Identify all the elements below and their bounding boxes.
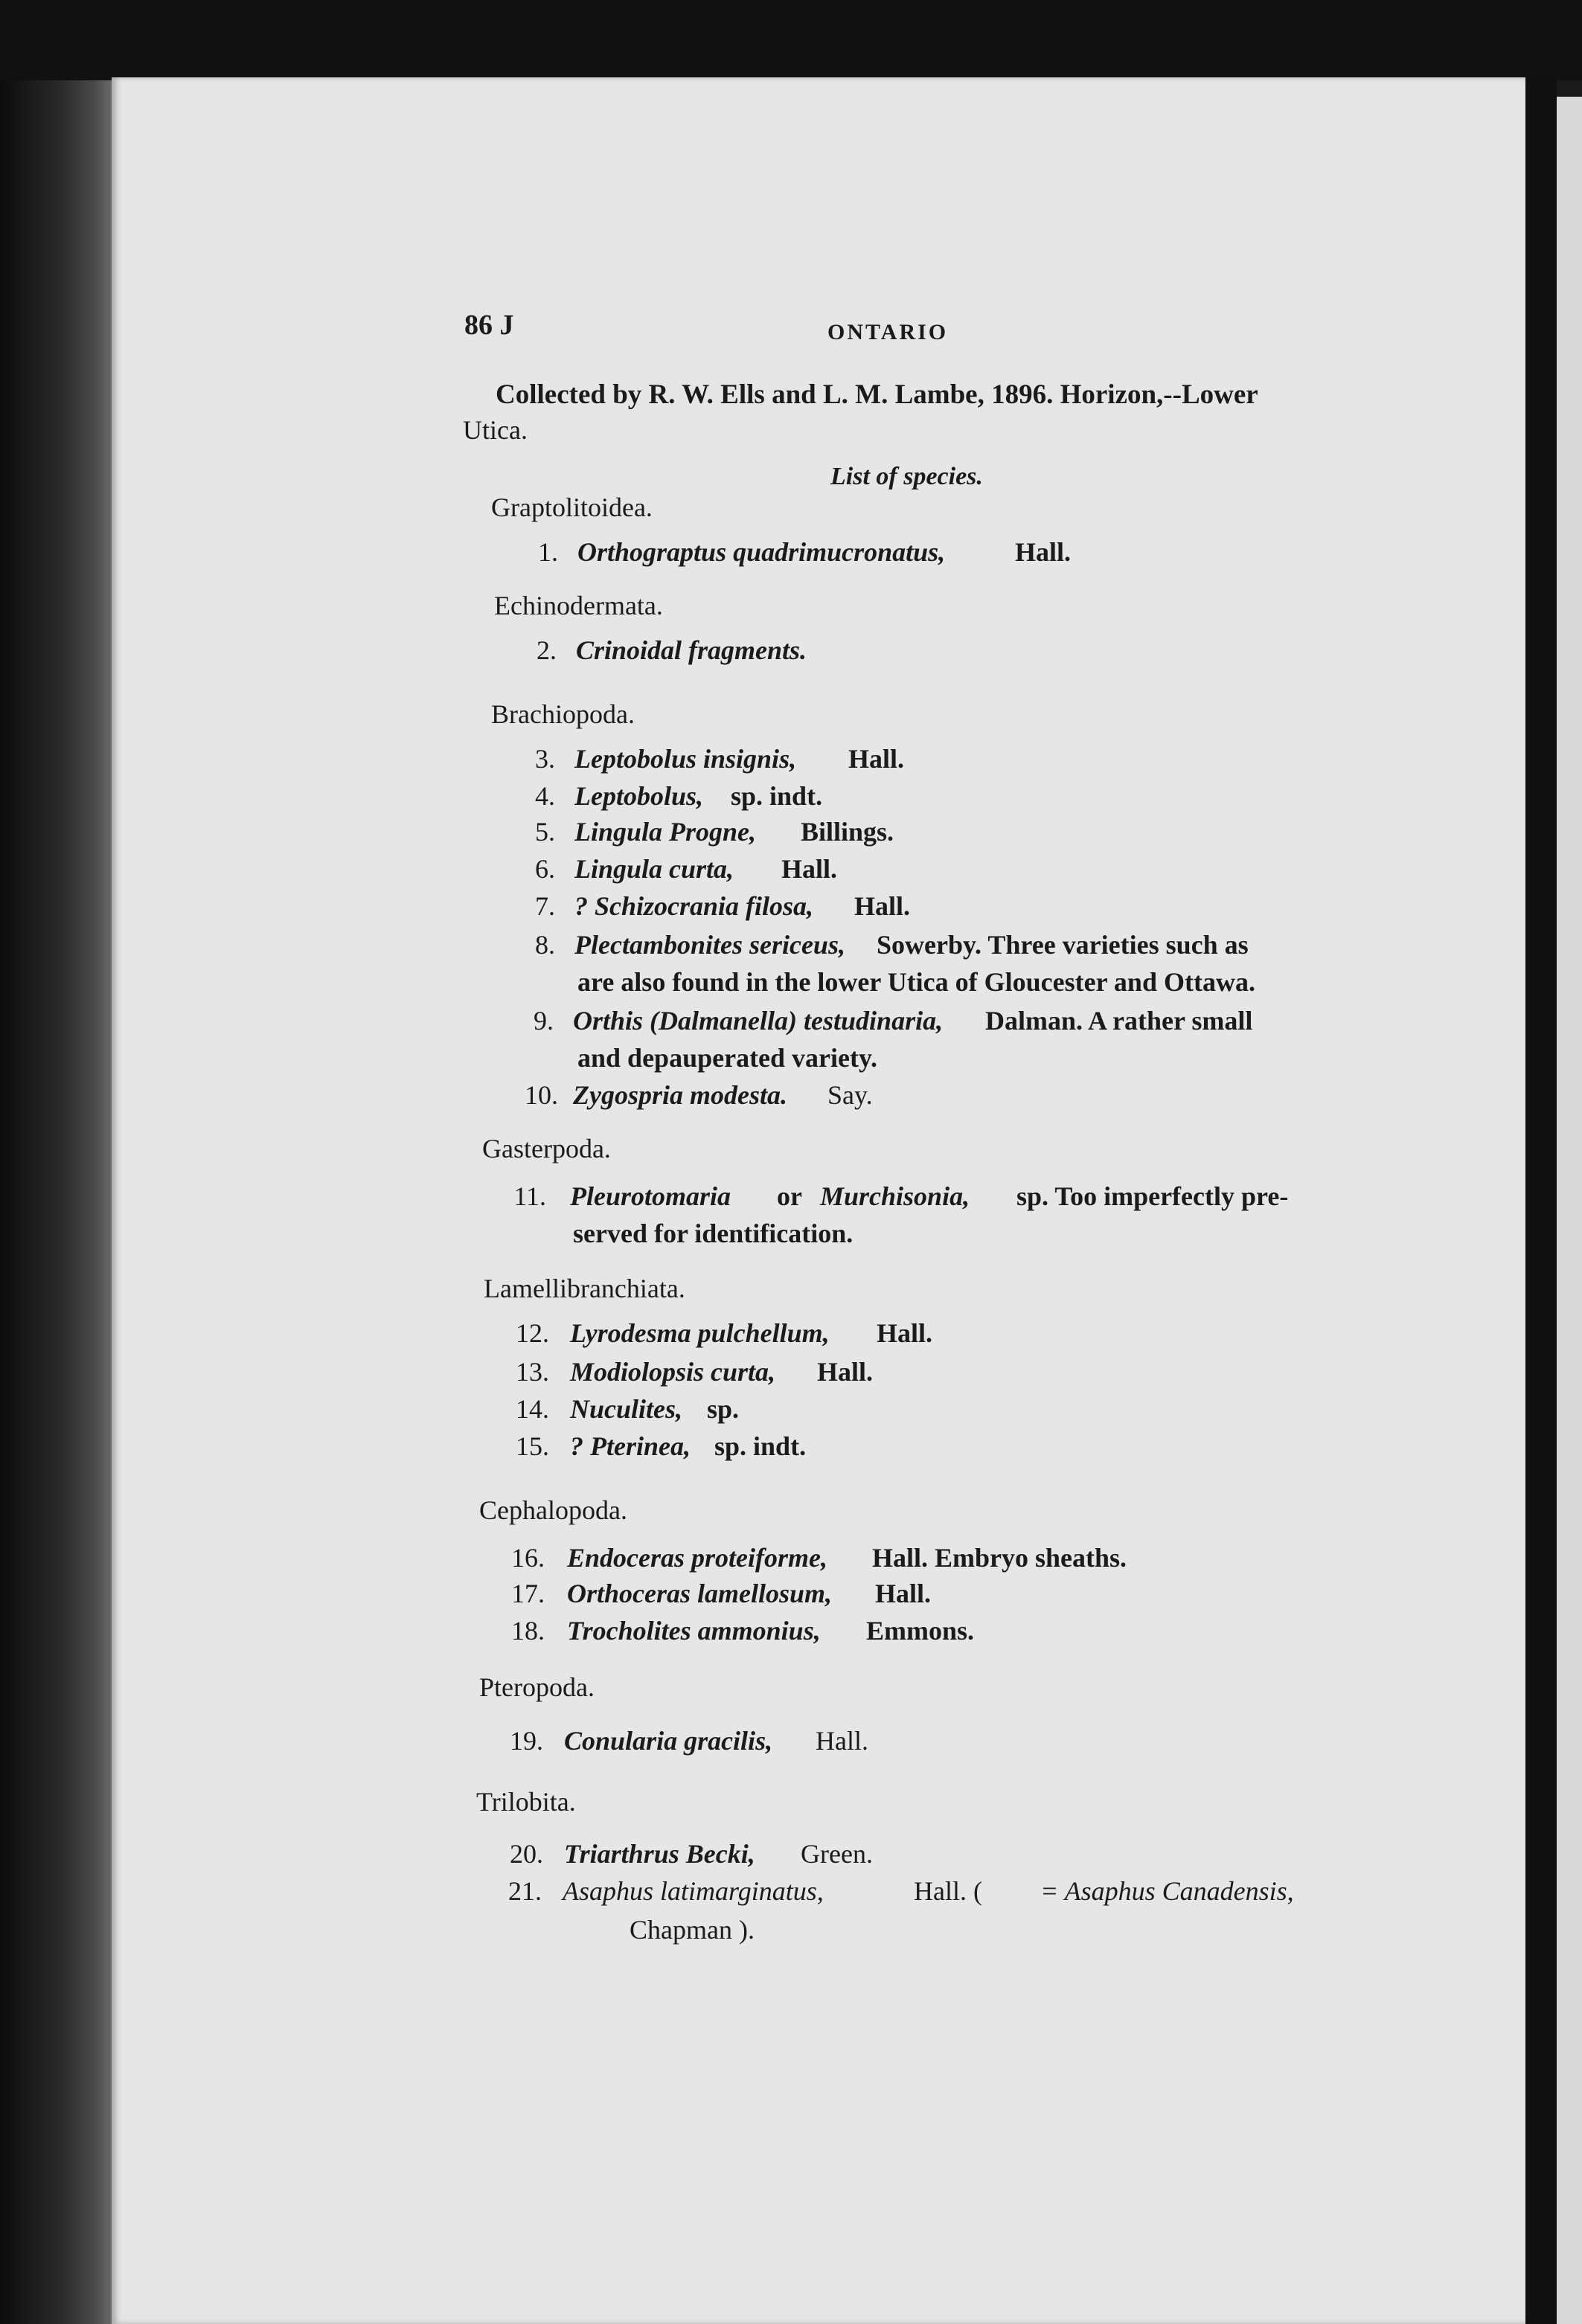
species-authority: Hall. (781, 854, 838, 884)
species-synonym: = Asaphus Canadensis, (1040, 1876, 1294, 1906)
species-name: Zygospria modesta. (573, 1080, 787, 1110)
species-number: 1. (538, 537, 558, 567)
species-number: 17. (511, 1579, 545, 1608)
species-name: Plectambonites sericeus, (574, 930, 845, 960)
species-name: Leptobolus insignis, (574, 744, 797, 774)
species-note: Dalman. A rather small (985, 1006, 1253, 1036)
species-name: Leptobolus, (574, 781, 704, 811)
species-number: 21. (508, 1876, 542, 1906)
section-heading: Echinodermata. (494, 591, 663, 620)
species-number: 13. (516, 1357, 549, 1387)
species-number: 9. (534, 1006, 554, 1036)
species-name: Murchisonia, (820, 1181, 970, 1211)
intro-line-1: Collected by R. W. Ells and L. M. Lambe, 1896. Horizon,--Lower (496, 379, 1258, 410)
scan-top-margin (0, 0, 1582, 80)
species-number: 4. (535, 781, 555, 811)
species-number: 16. (511, 1543, 545, 1573)
species-number: 5. (535, 817, 555, 847)
species-authority: Billings. (801, 817, 894, 847)
species-number: 20. (510, 1839, 543, 1869)
species-note: sp. Too imperfectly pre- (1016, 1181, 1289, 1211)
species-authority: sp. (707, 1394, 740, 1424)
species-number: 3. (535, 744, 555, 774)
scan-gutter (1525, 77, 1557, 2324)
species-name: Conularia gracilis, (564, 1726, 773, 1756)
species-name: Lingula curta, (574, 854, 734, 884)
species-number: 12. (516, 1318, 549, 1348)
species-authority: Hall. (816, 1726, 868, 1756)
species-number: 19. (510, 1726, 543, 1756)
species-name: Orthoceras lamellosum, (567, 1579, 833, 1608)
species-conjunction: or (777, 1181, 802, 1211)
species-number: 15. (516, 1431, 549, 1461)
intro-line-2: Utica. (463, 415, 528, 445)
species-authority: Hall. (848, 744, 905, 774)
section-heading: Graptolitoidea. (491, 492, 653, 522)
species-authority: Hall. (875, 1579, 932, 1608)
species-authority: Hall. (854, 891, 911, 921)
running-header: ONTARIO (827, 320, 949, 344)
species-authority: Green. (801, 1839, 873, 1869)
species-number: 10. (525, 1080, 558, 1110)
species-authority: Hall. (1015, 537, 1072, 567)
species-name: Pleurotomaria (570, 1181, 731, 1211)
species-authority: Hall. ( (914, 1876, 982, 1906)
species-number: 14. (516, 1394, 549, 1424)
section-heading: Brachiopoda. (491, 699, 635, 729)
species-authority: Hall. (817, 1357, 874, 1387)
section-heading: Pteropoda. (479, 1672, 595, 1702)
scan-left-margin (0, 80, 112, 2324)
species-name: ? Pterinea, (570, 1431, 691, 1461)
species-name: Crinoidal fragments. (576, 635, 807, 665)
species-number: 6. (535, 854, 555, 884)
species-name: ? Schizocrania filosa, (574, 891, 814, 921)
species-number: 18. (511, 1616, 545, 1646)
species-name: Lingula Progne, (574, 817, 757, 847)
species-number: 8. (535, 930, 555, 960)
species-note: Hall. Embryo sheaths. (872, 1543, 1127, 1573)
adjacent-page-edge (1557, 97, 1582, 2324)
section-heading: Lamellibranchiata. (484, 1274, 685, 1303)
species-name: Triarthrus Becki, (564, 1839, 755, 1869)
species-number: 2. (537, 635, 557, 665)
section-heading: Trilobita. (476, 1787, 576, 1817)
section-heading: Gasterpoda. (482, 1134, 611, 1163)
species-note-continued: and depauperated variety. (577, 1043, 878, 1073)
species-authority: sp. indt. (714, 1431, 807, 1461)
species-authority: Hall. (877, 1318, 933, 1348)
list-title: List of species. (830, 463, 983, 490)
page-number: 86 J (464, 309, 514, 341)
species-number: 7. (535, 891, 555, 921)
species-name: Endoceras proteiforme, (567, 1543, 827, 1573)
species-note-continued: Chapman ). (630, 1915, 755, 1945)
species-name: Modiolopsis curta, (570, 1357, 776, 1387)
section-heading: Cephalopoda. (479, 1495, 627, 1525)
species-name: Orthograptus quadrimucronatus, (577, 537, 946, 567)
species-authority: sp. indt. (731, 781, 823, 811)
species-name: Lyrodesma pulchellum, (570, 1318, 830, 1348)
species-name: Trocholites ammonius, (567, 1616, 821, 1646)
species-note-continued: served for identification. (573, 1219, 854, 1248)
species-number: 11. (513, 1181, 546, 1211)
species-authority: Emmons. (866, 1616, 975, 1646)
document-page (112, 77, 1525, 2324)
species-name: Orthis (Dalmanella) testudinaria, (573, 1006, 944, 1036)
species-authority: Say. (827, 1080, 873, 1110)
species-name: Nuculites, (570, 1394, 683, 1424)
species-note: Sowerby. Three varieties such as (877, 930, 1249, 960)
species-note-continued: are also found in the lower Utica of Gloucester and Ottawa. (577, 967, 1255, 997)
species-name: Asaphus latimarginatus, (563, 1876, 824, 1906)
